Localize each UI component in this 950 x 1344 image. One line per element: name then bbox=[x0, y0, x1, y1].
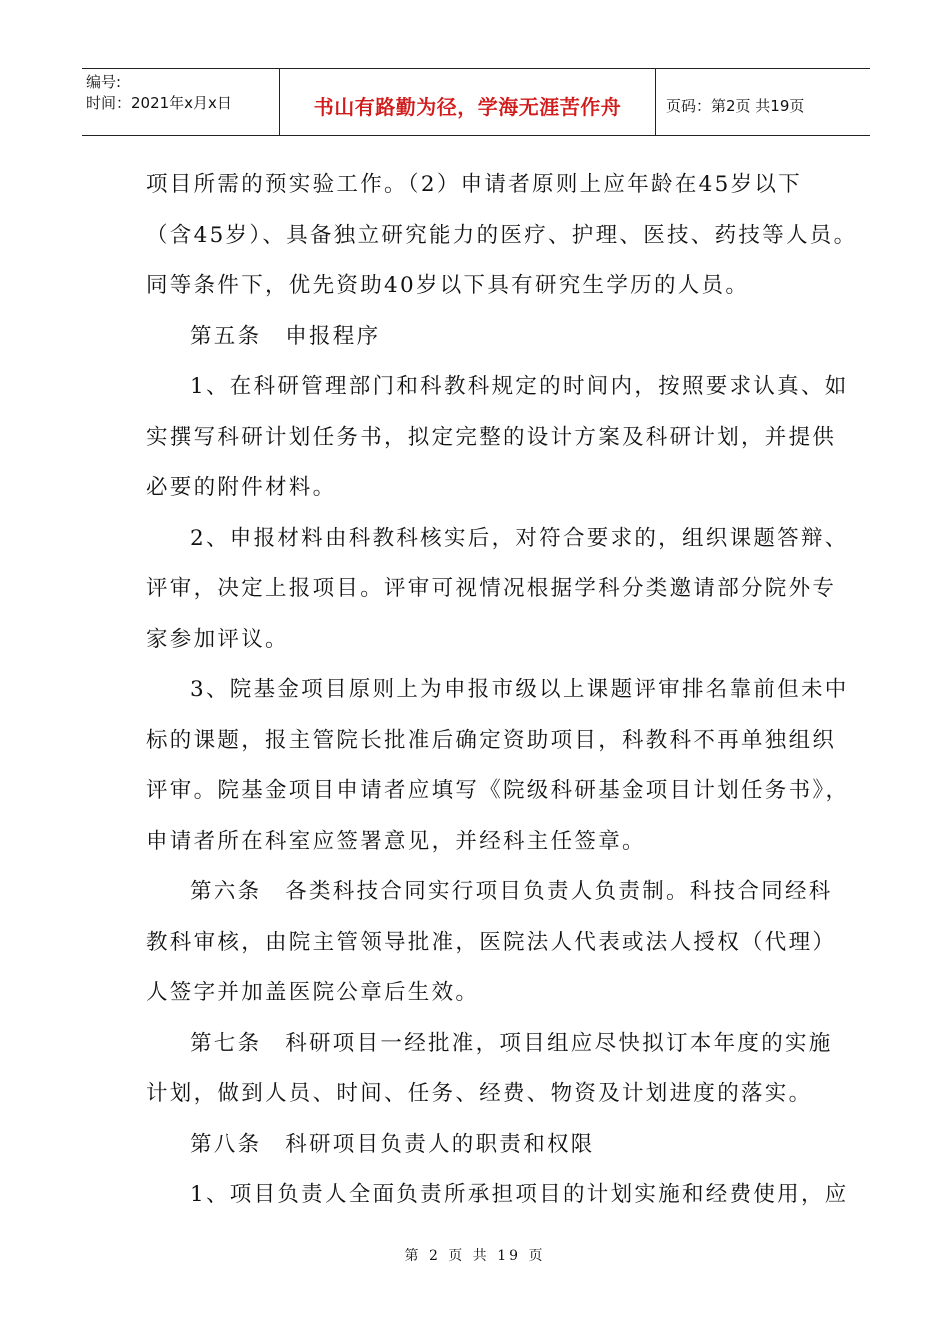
body-line: （含45岁）、具备独立研究能力的医疗、护理、医技、药技等人员。 bbox=[146, 222, 858, 248]
body-line: 家参加评议。 bbox=[146, 626, 289, 652]
body-line: 评审。院基金项目申请者应填写《院级科研基金项目计划任务书》， bbox=[146, 778, 850, 803]
article-heading-8: 第八条 科研项目负责人的职责和权限 bbox=[190, 1131, 595, 1157]
header-page-info: 页码：第2页 共19页 bbox=[666, 96, 805, 115]
header-motto: 书山有路勤为径，学海无涯苦作舟 bbox=[313, 94, 622, 119]
body-line: 教科审核，由院主管领导批准，医院法人代表或法人授权（代理） bbox=[146, 929, 837, 955]
header-motto-cell bbox=[280, 69, 656, 135]
body-line: 实撰写科研计划任务书，拟定完整的设计方案及科研计划，并提供 bbox=[146, 424, 837, 450]
body-line: 人签字并加盖医院公章后生效。 bbox=[146, 980, 480, 1005]
body-line: 1、项目负责人全面负责所承担项目的计划实施和经费使用，应 bbox=[190, 1182, 849, 1207]
article-heading-6: 第六条 各类科技合同实行项目负责人负责制。科技合同经科 bbox=[190, 879, 833, 904]
header-meta bbox=[82, 69, 280, 135]
article-heading-7: 第七条 科研项目一经批准，项目组应尽快拟订本年度的实施 bbox=[190, 1030, 833, 1056]
body-line: 标的课题，报主管院长批准后确定资助项目，科教科不再单独组织 bbox=[146, 727, 837, 753]
body-line: 项目所需的预实验工作。（2）申请者原则上应年龄在45岁以下 bbox=[146, 172, 802, 197]
body-line: 申请者所在科室应签署意见，并经科主任签章。 bbox=[146, 828, 646, 854]
body-line: 1、在科研管理部门和科教科规定的时间内，按照要求认真、如 bbox=[190, 374, 849, 399]
page-footer: 第 2 页 共 19 页 bbox=[404, 1248, 546, 1264]
body-line: 必要的附件材料。 bbox=[146, 475, 337, 500]
document-number-label: 编号: bbox=[86, 73, 122, 91]
body-line: 同等条件下，优先资助40岁以下具有研究生学历的人员。 bbox=[146, 273, 750, 298]
body-line: 2、申报材料由科教科核实后，对符合要求的，组织课题答辩、 bbox=[190, 525, 849, 551]
article-heading-5: 第五条 申报程序 bbox=[190, 323, 381, 349]
document-body bbox=[146, 160, 858, 1221]
body-line: 评审，决定上报项目。评审可视情况根据学科分类邀请部分院外专 bbox=[146, 576, 837, 601]
page-header bbox=[82, 68, 870, 136]
body-line: 计划，做到人员、时间、任务、经费、物资及计划进度的落实。 bbox=[146, 1081, 813, 1106]
document-date: 时间：2021年x月x日 bbox=[86, 94, 232, 112]
body-line: 3、院基金项目原则上为申报市级以上课题评审排名靠前但未中 bbox=[190, 677, 849, 702]
